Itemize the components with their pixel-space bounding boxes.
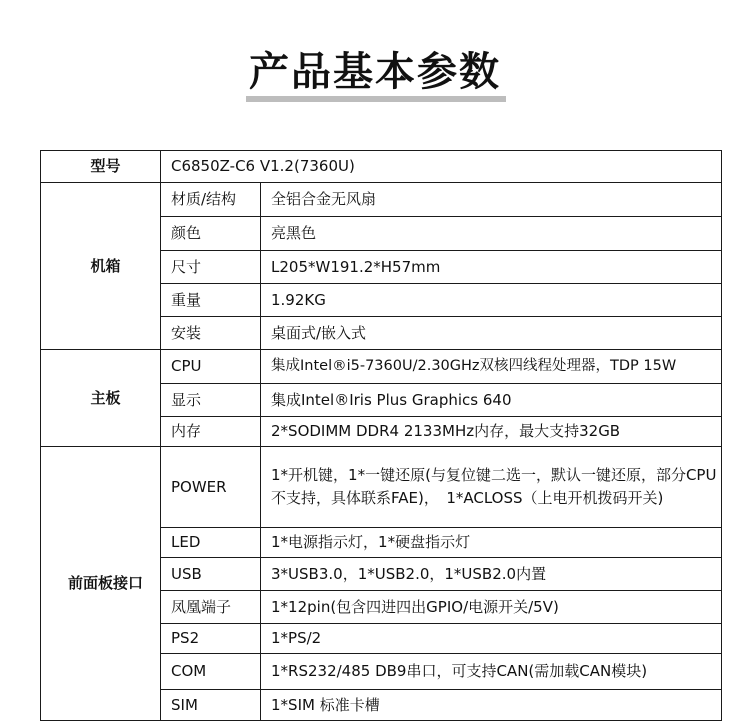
spec-key: COM: [161, 654, 261, 690]
page-title: 产品基本参数: [249, 49, 501, 95]
spec-key: 尺寸: [161, 251, 261, 284]
title-underline: [246, 96, 506, 102]
table-row: [41, 151, 722, 183]
spec-value: 集成Intel®i5-7360U/2.30GHz双核四线程处理器，TDP 15W: [261, 350, 722, 384]
model-label: 型号: [41, 151, 161, 183]
spec-key: 显示: [161, 384, 261, 417]
model-value: C6850Z-C6 V1.2(7360U): [161, 151, 722, 183]
spec-key: SIM: [161, 690, 261, 721]
spec-value: 桌面式/嵌入式: [261, 317, 722, 350]
spec-key: 凤凰端子: [161, 591, 261, 624]
table-row: [41, 350, 722, 384]
spec-value: 1*PS/2: [261, 624, 722, 654]
spec-value: 1*电源指示灯，1*硬盘指示灯: [261, 528, 722, 558]
spec-key: 安装: [161, 317, 261, 350]
spec-value: 1*开机键，1*一键还原(与复位键二选一，默认一键还原，部分CPU不支持，具体联系FAE)， 1*ACLOSS（上电开机拨码开关): [261, 447, 722, 528]
table-row: [41, 447, 722, 528]
spec-key: PS2: [161, 624, 261, 654]
chassis-label: 机箱: [41, 183, 161, 350]
spec-value: 1*RS232/485 DB9串口，可支持CAN(需加载CAN模块): [261, 654, 722, 690]
spec-key: CPU: [161, 350, 261, 384]
spec-value: 全铝合金无风扇: [261, 183, 722, 217]
mainboard-label: 主板: [41, 350, 161, 447]
spec-key: 内存: [161, 417, 261, 447]
spec-value: 集成Intel®Iris Plus Graphics 640: [261, 384, 722, 417]
spec-key: POWER: [161, 447, 261, 528]
spec-value: 3*USB3.0，1*USB2.0，1*USB2.0内置: [261, 558, 722, 591]
spec-key: USB: [161, 558, 261, 591]
spec-table: [40, 150, 722, 721]
spec-value: 1*SIM 标准卡槽: [261, 690, 722, 721]
spec-key: 材质/结构: [161, 183, 261, 217]
spec-value: L205*W191.2*H57mm: [261, 251, 722, 284]
spec-value: 1*12pin(包含四进四出GPIO/电源开关/5V): [261, 591, 722, 624]
spec-key: 颜色: [161, 217, 261, 251]
spec-key: LED: [161, 528, 261, 558]
front-panel-label: 前面板接口: [41, 447, 161, 721]
spec-value: 亮黑色: [261, 217, 722, 251]
spec-key: 重量: [161, 284, 261, 317]
spec-value: 1.92KG: [261, 284, 722, 317]
table-row: [41, 183, 722, 217]
spec-value: 2*SODIMM DDR4 2133MHz内存，最大支持32GB: [261, 417, 722, 447]
